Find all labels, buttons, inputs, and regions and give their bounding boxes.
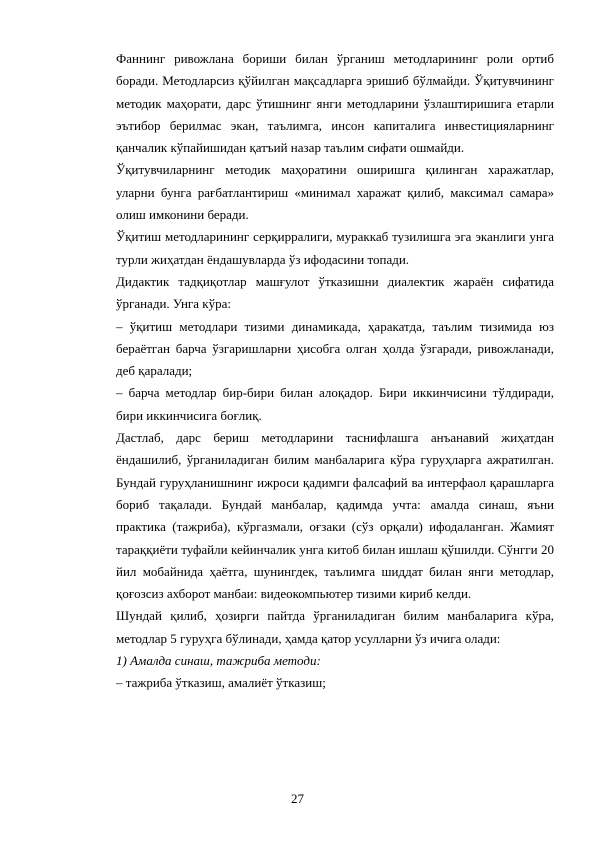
- page-number: 27: [291, 791, 304, 806]
- paragraph-classification-history: Дастлаб, дарс бериш методларини таснифлашга анъанавий жиҳатдан ёндашилиб, ўрганиладиган билим манбаларига кўра гуруҳларга ажратилган. Бундай гуруҳланишнинг ижроси қадимги фалсафий ва интерфаол қарашларга бориб тақалади. Бундай манбалар, қадимда учта: амалда синаш, яъни практика (тажриба), кўргазмали, оғзаки (сўз орқали) ифодаланган. Жамият тараққиёти туфайли кейинчалик унга китоб билан ишлаш қўшилди. Сўнгги 20 йил мобайнида ҳаётга, шунингдек, таълимга шиддат билан янги методлар, қоғозсиз ахборот манбаи: видеокомпьютер тизими кириб келди.: [116, 430, 554, 602]
- list-item-experiment: – тажриба ўтказиш, амалиёт ўтказиш;: [116, 675, 326, 691]
- paragraph-methods-role: Фаннинг ривожлана бориши билан ўрганиш методларининг роли ортиб боради. Методларсиз қўйилган мақсадларга эришиб бўлмайди. Ўқитувчининг методик маҳорати, дарс ўтишнинг янги методларини ўзлаштиришига етарли эътибор берилмас экан, таълимга, инсон капиталига инвестицияларнинг қанчалик кўпайишидан қатъий назар таълим сифати ошмайди.: [116, 51, 554, 156]
- list-item-dynamic-methods: – ўқитиш методлари тизими динамикада, ҳаракатда, таълим тизимида юз бераётган барча ўзгаришларни ҳисобга олган ҳолда ўзгаради, ривожланади, деб қаралади;: [116, 318, 554, 379]
- paragraph-five-groups: Шундай қилиб, ҳозирги пайтда ўрганиладиган билим манбаларига кўра, методлар 5 гуруҳга бўлинади, ҳамда қатор усулларни ўз ичига олади:: [116, 608, 554, 646]
- body-text: [116, 48, 554, 695]
- paragraph-didactic-research: Дидактик тадқиқотлар машғулот ўтказишни диалектик жараён сифатида ўрганади. Унга кўра:: [116, 273, 554, 312]
- list-item-related-methods: – барча методлар бир-бири билан алоқадор. Бири иккинчисини тўлдиради, бири иккинчисига боғлиқ.: [116, 385, 554, 423]
- paragraph-teacher-costs: Ўқитувчиларнинг методик маҳоратини оширишга қилинган харажатлар, уларни бунга рағбатлантириш «минимал харажат қилиб, максимал самара» олиш имконини беради.: [116, 162, 554, 223]
- section-heading-practice-method: 1) Амалда синаш, тажриба методи:: [116, 653, 321, 669]
- paragraph-methods-complexity: Ўқитиш методларининг серқирралиги, мураккаб тузилишга эга эканлиги унга турли жиҳатдан ёндашувларда ўз ифодасини топади.: [116, 229, 554, 267]
